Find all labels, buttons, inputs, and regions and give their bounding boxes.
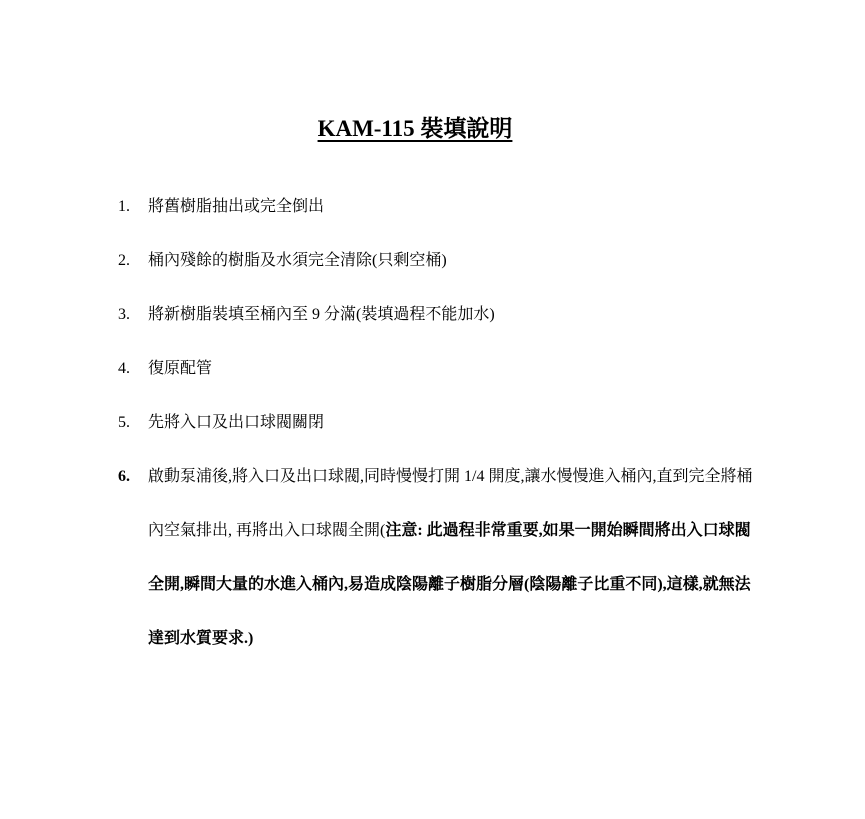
list-item [118,450,758,666]
item-number: 6. [118,468,130,485]
item-text: 啟動泵浦後,將入口及出口球閥,同時慢慢打開 1/4 開度,讓水慢慢進入桶內,直到完全將桶內空氣排出, 再將出入口球閥全開( [148,468,753,539]
list-item [118,288,758,342]
item-text: 復原配管 [148,360,213,377]
item-text-wrapper [148,450,758,666]
list-item [118,342,758,396]
item-text: 將舊樹脂抽出或完全倒出 [148,198,325,215]
item-number: 5. [118,414,130,431]
item-text: 先將入口及出口球閥關閉 [148,414,325,431]
item-number: 4. [118,360,130,377]
list-item [118,180,758,234]
item-text: 將新樹脂裝填至桶內至 9 分滿(裝填過程不能加水) [148,306,495,323]
item-number: 3. [118,306,130,323]
item-number: 1. [118,198,130,215]
document-title: KAM-115 裝填說明 [317,116,513,141]
item-number: 2. [118,252,130,269]
item-text: 桶內殘餘的樹脂及水須完全清除(只剩空桶) [148,252,447,269]
list-item [118,396,758,450]
list-item [118,234,758,288]
important-note: 注意: 此過程非常重要,如果一開始瞬間將出入口球閥全開,瞬間大量的水進入桶內,易造成陰陽離子樹脂分層(陰陽離子比重不同),這樣,就無法達到水質要求.) [148,522,751,647]
